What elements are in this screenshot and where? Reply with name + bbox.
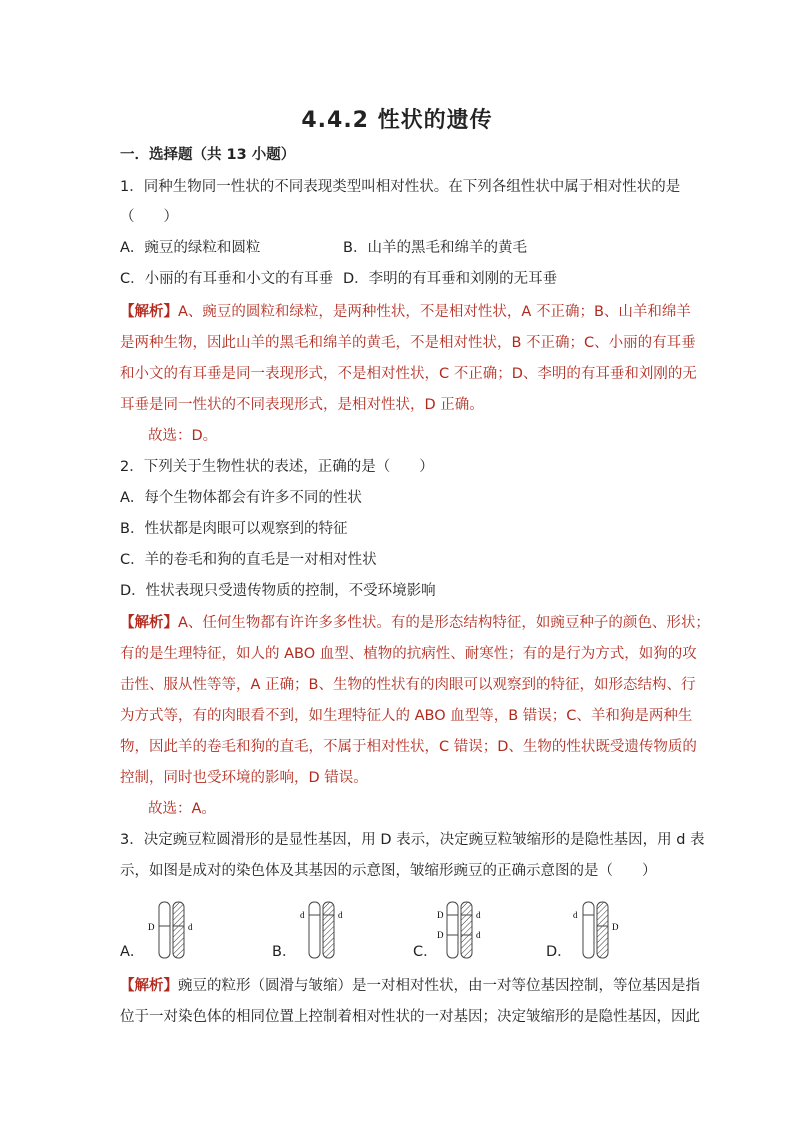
gene-label: D [148,922,155,932]
q1-analysis-line-3: 和小文的有耳垂是同一表现形式，不是相对性状，C 不正确；D、李明的有耳垂和刘刚的无 [120,366,697,382]
q1-stem-line-1: 1．同种生物同一性状的不同表现类型叫相对性状。在下列各组性状中属于相对性状的是 [120,179,681,195]
q1-analysis-line-1 [120,302,691,322]
fig-d-label: D． [546,944,572,960]
q2-analysis-line-5: 物，因此羊的卷毛和狗的直毛，不属于相对性状，C 错误；D、生物的性状既受遗传物质的 [120,739,697,755]
q1-analysis-line-4: 耳垂是同一性状的不同表现形式，是相对性状，D 正确。 [120,397,484,413]
gene-label: d [188,922,193,932]
gene-label: d [476,910,481,920]
chromosome-left [583,902,594,958]
chromosome-diagram-a [146,896,210,962]
q1-stem-line-2: （ ） [120,209,178,225]
page-title: 4.4.2 性状的遗传 [301,108,493,133]
chromosome-right [173,902,184,958]
analysis-text: A、任何生物都有许许多多性状。有的是形态结构特征，如豌豆种子的颜色、形状； [178,615,710,631]
chromosome-right [597,902,608,958]
chromosome-left [309,902,320,958]
q2-stem: 2．下列关于生物性状的表述，正确的是（ ） [120,459,434,475]
q3-analysis-line-2: 位于一对染色体的相同位置上控制着相对性状的一对基因；决定皱缩形的是隐性基因，因此 [120,1009,700,1025]
chromosome-left [447,902,458,958]
q3-analysis-line-1 [120,976,700,996]
analysis-text: A、豌豆的圆粒和绿粒，是两种性状，不是相对性状，A 不正确；B、山羊和绵羊 [178,304,691,320]
gene-label: D [437,930,444,940]
q1-analysis-line-2: 是两种生物，因此山羊的黑毛和绵羊的黄毛，不是相对性状，B 不正确；C、小丽的有耳垂 [120,335,696,351]
q3-stem-line-2: 示，如图是成对的染色体及其基因的示意图，皱缩形豌豆的正确示意图的是（ ） [120,863,657,879]
section-heading: 一．选择题（共 13 小题） [120,147,296,163]
gene-label: D [437,910,444,920]
gene-label: d [476,930,481,940]
q1-option-a: A．豌豆的绿粒和圆粒 [120,240,261,256]
q1-option-b: B．山羊的黑毛和绵羊的黄毛 [343,240,527,256]
q2-analysis-line-3: 击性、服从性等等，A 正确；B、生物的性状有的肉眼可以观察到的特征，如形态结构、行 [120,677,696,693]
chromosome-diagram-d [570,896,634,962]
gene-label: D [612,922,619,932]
chromosome-diagram-c [434,896,498,962]
chromosome-left [159,902,170,958]
q2-analysis-line-4: 为方式等，有的肉眼看不到，如生理特征人的 ABO 血型等，B 错误；C、羊和狗是两种生 [120,708,693,724]
q1-option-c: C．小丽的有耳垂和小文的有耳垂 [120,271,334,287]
q2-option-c: C．羊的卷毛和狗的直毛是一对相对性状 [120,552,377,568]
q2-option-b: B．性状都是肉眼可以观察到的特征 [120,521,348,537]
q2-answer: 故选：A。 [148,801,216,817]
chromosome-diagram-b [296,896,360,962]
analysis-text: 豌豆的粒形（圆滑与皱缩）是一对相对性状，由一对等位基因控制，等位基因是指 [178,978,700,994]
gene-label: d [338,910,343,920]
q1-answer: 故选：D。 [148,428,218,444]
gene-label: d [573,910,578,920]
chromosome-right [461,902,472,958]
q3-stem-line-1: 3．决定豌豆粒圆滑形的是显性基因，用 D 表示，决定豌豆粒皱缩形的是隐性基因，用 d 表 [120,832,705,848]
q2-option-a: A．每个生物体都会有许多不同的性状 [120,490,362,506]
q1-option-d: D．李明的有耳垂和刘刚的无耳垂 [343,271,558,287]
gene-label: d [300,910,305,920]
q2-option-d: D．性状表现只受遗传物质的控制，不受环境影响 [120,583,436,599]
chromosome-right [323,902,334,958]
fig-c-label: C． [413,944,438,960]
q2-analysis-line-1 [120,613,710,633]
q2-analysis-line-2: 有的是生理特征，如人的 ABO 血型、植物的抗病性、耐寒性；有的是行为方式，如狗的攻 [120,646,697,662]
q2-analysis-line-6: 控制，同时也受环境的影响，D 错误。 [120,770,368,786]
analysis-tag: 【解析】 [120,304,178,320]
fig-b-label: B． [272,944,297,960]
analysis-tag: 【解析】 [120,978,178,994]
fig-a-label: A． [120,944,145,960]
analysis-tag: 【解析】 [120,615,178,631]
